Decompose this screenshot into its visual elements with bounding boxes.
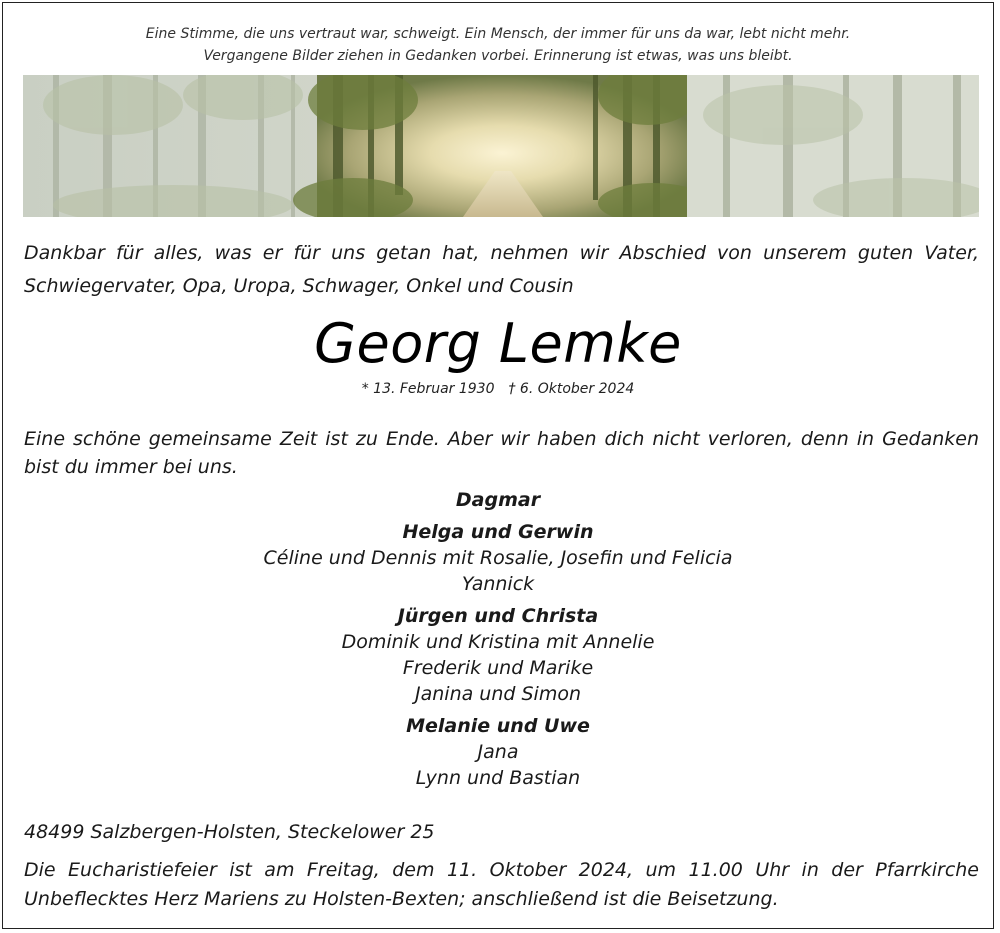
forest-path-image [23, 75, 979, 217]
mourner-line: Dominik und Kristina mit Annelie [341, 631, 655, 653]
mourner-line: Jana [477, 741, 519, 763]
mourner-group-head: Jürgen und Christa [397, 605, 599, 627]
motto [3, 23, 993, 67]
mourner-line: Yannick [461, 573, 535, 595]
mourner-group-head: Melanie und Uwe [406, 715, 590, 737]
family-address: 48499 Salzbergen-Holsten, Steckelower 25 [24, 821, 435, 843]
life-dates [3, 379, 993, 399]
mourner-line: Céline und Dennis mit Rosalie, Josefin und Felicia [263, 547, 733, 569]
deceased-name: Georg Lemke [314, 312, 682, 375]
mourner-line: Lynn und Bastian [415, 767, 581, 789]
motto-line-1: Eine Stimme, die uns vertraut war, schweigt. Ein Mensch, der immer für uns da war, lebt nicht mehr. [145, 26, 851, 42]
funeral-service-info: Die Eucharistiefeier ist am Freitag, dem 11. Oktober 2024, um 11.00 Uhr in der Pfarrkirche Unbeflecktes Herz Mariens zu Holsten-Bexten; anschließend ist die Beisetzung. [24, 859, 979, 910]
birth-date: * 13. Februar 1930 [361, 381, 495, 397]
mourners-list [3, 487, 993, 791]
intro-text: Dankbar für alles, was er für uns getan hat, nehmen wir Abschied von unserem guten Vater, Schwiegervater, Opa, Uropa, Schwager, Onkel und Cousin [24, 242, 979, 297]
motto-line-2: Vergangene Bilder ziehen in Gedanken vorbei. Erinnerung ist etwas, was uns bleibt. [203, 48, 793, 64]
condolence-verse: Eine schöne gemeinsame Zeit ist zu Ende. Aber wir haben dich nicht verloren, denn in Gedanken bist du immer bei uns. [24, 428, 979, 478]
mourner-group-head: Helga und Gerwin [402, 521, 594, 543]
mourner-group-head: Dagmar [455, 489, 541, 511]
mourner-line: Frederik und Marike [402, 657, 594, 679]
mourner-line: Janina und Simon [415, 683, 581, 705]
forest-path-illustration [23, 75, 979, 217]
obituary-notice [2, 2, 994, 929]
death-date: † 6. Oktober 2024 [508, 381, 635, 397]
